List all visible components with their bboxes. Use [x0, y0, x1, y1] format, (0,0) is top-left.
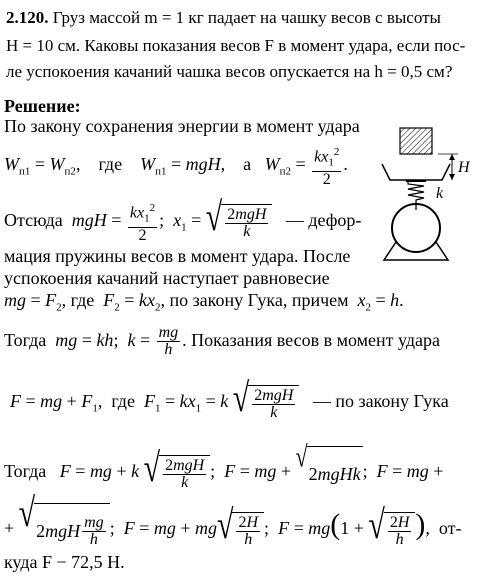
label-k: k	[436, 185, 444, 202]
word-from-here: Отсюда	[4, 210, 63, 230]
sqrt-2mgH-over-k-c: √ $\frac{\text{2mgH}}{k}$	[144, 455, 211, 491]
sqrt-2H-over-h: √ $\frac{2H}{h}$	[217, 512, 264, 548]
energy-equation: $W_{п1} = W_{п2}$, где $W_{п1}$ = mgH, а $W_{п2}$ = $\frac{kx_1^2}{2}$ .	[4, 146, 348, 188]
fraction-kx1sq-over-2: $\frac{kx_1^2}{2}$	[314, 146, 340, 188]
hooke-law-text: , по закону Гука, причем	[160, 290, 349, 310]
then-equation-2: Тогда F = mg + k √ $\frac{\text{2mgH}}{k}$ ; F = mg + √ 2 mgHk ; F = mg +	[4, 446, 443, 496]
problem-number: 2.120.	[6, 8, 49, 27]
problem-line-1	[6, 8, 441, 28]
sqrt-2mgH-over-k-b: √ $\frac{\text{2mgH}}{k}$	[233, 385, 300, 421]
hooke-equation: mg = $F_2$, где $F_2 = kx_2$, по закону Гука, причем $x_2 = h$.	[4, 290, 404, 314]
sqrt-2mgH-over-k: √ $\frac{\text{2mgH}}{k}$	[206, 204, 273, 240]
hooke-law-label: — по закону Гука	[312, 391, 449, 411]
fraction-mg-over-h: $\frac{mg}{h}$	[158, 324, 179, 359]
then-equation: Тогда mg = kh; k = $\frac{mg}{h}$ . Показания весов в момент удара	[4, 324, 441, 359]
problem-line-2: H = 10 см. Каковы показания весов F в момент удара, если пос-	[6, 36, 466, 55]
from-here-equation: Отсюда mgH = $\frac{kx_1^2}{2}$ ; $x_1$ = √ $\frac{\text{2mgH}}{k}$ — дефор-	[4, 194, 362, 244]
spring	[408, 180, 424, 204]
readings-text: . Показания весов в момент удара	[182, 330, 441, 350]
word-where: где	[98, 154, 123, 174]
solution-intro: По закону сохранения энергии в момент удара	[4, 116, 360, 136]
word-ot: от-	[438, 518, 462, 538]
label-H: H	[458, 159, 470, 176]
scale-figure	[380, 124, 492, 280]
problem-line-3: ле успокоения качаний чашка весов опускается на h = 0,5 см?	[6, 62, 453, 81]
fraction-kx1sq-over-2b: $\frac{kx_1^2}{2}$	[129, 202, 156, 244]
weight-block	[400, 128, 432, 154]
deform-line-2: мация пружины весов в момент удара. После	[4, 246, 351, 266]
sqrt-2H-over-h-b: √ $\frac{2H}{h}$	[368, 512, 415, 548]
word-then: Тогда	[4, 330, 47, 350]
sqrt-2mgHk: √ 2 mgHk	[296, 446, 363, 499]
scale-pan	[382, 164, 450, 180]
deform-tail: — дефор-	[285, 210, 362, 230]
hooke-where: , где	[61, 290, 95, 310]
word-and: а	[243, 154, 252, 174]
deform-line-3: успокоения качаний наступает равновесие	[4, 268, 330, 288]
sqrt-2mgH-mg-over-h: √ 2 mgH $\frac{mg}{h}$	[19, 503, 110, 556]
solution-heading: Решение:	[4, 96, 81, 116]
word-then-2: Тогда	[4, 461, 47, 481]
scale-body	[392, 204, 440, 252]
final-equation: + √ 2 mgH $\frac{mg}{h}$ ; F = mg + mg √ $\frac{2H}{h}$ ; F = mg(1 + √ $\frac{2H}{h}$ ), от-	[4, 500, 462, 550]
problem-text-1: Груз массой m = 1 кг падает на чашку весов с высоты	[52, 8, 441, 27]
force-equation: F = mg + $F_1$, где $F_1 = kx_1 = k$ √ $\frac{\text{2mgH}}{k}$ — по закону Гука	[10, 375, 449, 421]
answer-line: куда F − 72,5 Н.	[4, 552, 125, 572]
